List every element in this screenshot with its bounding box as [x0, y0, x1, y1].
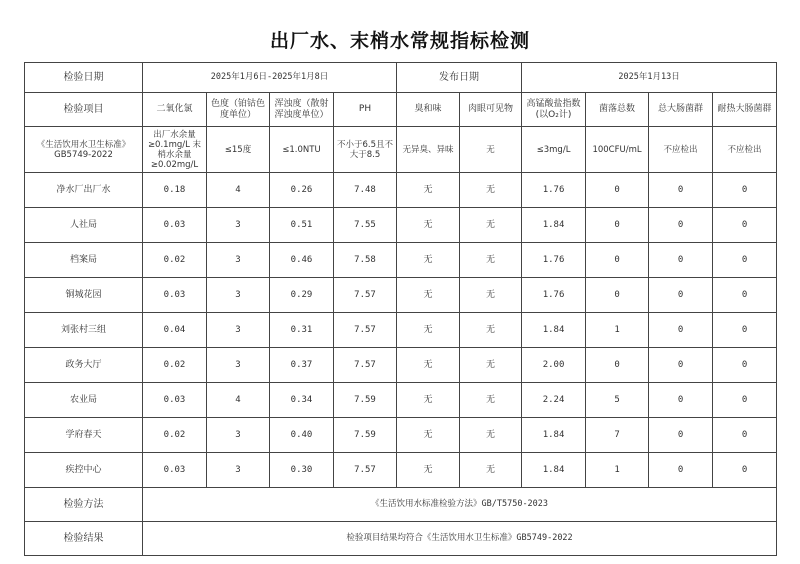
table-cell: 0 [586, 348, 649, 383]
site-name: 净水厂出厂水 [25, 173, 143, 208]
table-cell: 0.40 [270, 418, 334, 453]
column-header: PH [334, 93, 397, 127]
standard-value: 无 [460, 127, 522, 173]
result-value: 检验项目结果均符合《生活饮用水卫生标准》GB5749-2022 [143, 522, 777, 556]
table-cell: 1.84 [522, 453, 586, 488]
table-cell: 0 [649, 313, 713, 348]
table-cell: 0 [586, 243, 649, 278]
table-cell: 3 [207, 418, 270, 453]
table-cell: 无 [397, 348, 460, 383]
table-cell: 0 [713, 278, 777, 313]
table-cell: 2.24 [522, 383, 586, 418]
publish-date-value: 2025年1月13日 [522, 63, 777, 93]
standard-label: 《生活饮用水卫生标准》GB5749-2022 [25, 127, 143, 173]
table-cell: 无 [397, 453, 460, 488]
table-cell: 0.02 [143, 418, 207, 453]
site-name: 疾控中心 [25, 453, 143, 488]
table-cell: 1.84 [522, 313, 586, 348]
table-cell: 无 [460, 243, 522, 278]
table-cell: 0.46 [270, 243, 334, 278]
table-cell: 0.30 [270, 453, 334, 488]
column-header: 菌落总数 [586, 93, 649, 127]
column-header: 耐热大肠菌群 [713, 93, 777, 127]
table-cell: 0 [649, 173, 713, 208]
table-row [25, 243, 777, 278]
table-cell: 无 [397, 313, 460, 348]
table-cell: 7 [586, 418, 649, 453]
column-header: 二氧化氯 [143, 93, 207, 127]
table-row [25, 383, 777, 418]
table-cell: 0.02 [143, 243, 207, 278]
column-header: 总大肠菌群 [649, 93, 713, 127]
table-cell: 0.03 [143, 208, 207, 243]
standard-value: ≤1.0NTU [270, 127, 334, 173]
column-header: 肉眼可见物 [460, 93, 522, 127]
table-cell: 7.55 [334, 208, 397, 243]
table-cell: 7.59 [334, 383, 397, 418]
result-label: 检验结果 [25, 522, 143, 556]
table-cell: 0 [713, 418, 777, 453]
table-cell: 3 [207, 348, 270, 383]
table-cell: 0 [713, 313, 777, 348]
table-cell: 无 [460, 453, 522, 488]
standard-value: 无异臭、异味 [397, 127, 460, 173]
table-cell: 0 [649, 453, 713, 488]
table-cell: 0.29 [270, 278, 334, 313]
table-row [25, 418, 777, 453]
table-cell: 无 [460, 208, 522, 243]
site-name: 人社局 [25, 208, 143, 243]
table-cell: 无 [397, 243, 460, 278]
table-cell: 无 [460, 313, 522, 348]
table-cell: 0 [586, 278, 649, 313]
table-cell: 0.03 [143, 453, 207, 488]
standard-value: 100CFU/mL [586, 127, 649, 173]
column-header: 臭和味 [397, 93, 460, 127]
table-row [25, 348, 777, 383]
table-cell: 4 [207, 173, 270, 208]
item-label: 检验项目 [25, 93, 143, 127]
table-cell: 0.31 [270, 313, 334, 348]
table-cell: 3 [207, 453, 270, 488]
table-cell: 无 [397, 173, 460, 208]
site-name: 刘张村三组 [25, 313, 143, 348]
table-cell: 0 [713, 453, 777, 488]
table-cell: 0 [649, 278, 713, 313]
table-cell: 0.03 [143, 383, 207, 418]
table-cell: 1.84 [522, 208, 586, 243]
standard-value: 不应检出 [713, 127, 777, 173]
standard-value: 出厂水余量≥0.1mg/L 末梢水余量≥0.02mg/L [143, 127, 207, 173]
site-name: 档案局 [25, 243, 143, 278]
table-cell: 无 [397, 208, 460, 243]
table-cell: 2.00 [522, 348, 586, 383]
table-cell: 0.34 [270, 383, 334, 418]
inspection-table [24, 62, 777, 556]
table-row [25, 453, 777, 488]
standard-value: 不小于6.5且不大于8.5 [334, 127, 397, 173]
table-cell: 1 [586, 313, 649, 348]
inspect-date-value: 2025年1月6日-2025年1月8日 [143, 63, 397, 93]
table-cell: 0 [586, 173, 649, 208]
table-cell: 无 [397, 278, 460, 313]
table-cell: 7.58 [334, 243, 397, 278]
table-cell: 0 [649, 348, 713, 383]
table-cell: 0 [649, 383, 713, 418]
table-cell: 7.57 [334, 453, 397, 488]
column-header: 浑浊度（散射浑浊度单位） [270, 93, 334, 127]
method-label: 检验方法 [25, 488, 143, 522]
table-cell: 3 [207, 278, 270, 313]
inspect-date-label: 检验日期 [25, 63, 143, 93]
table-row [25, 313, 777, 348]
column-header: 高锰酸盐指数(以O₂计) [522, 93, 586, 127]
site-name: 政务大厅 [25, 348, 143, 383]
table-cell: 3 [207, 243, 270, 278]
table-cell: 7.57 [334, 348, 397, 383]
table-cell: 0 [649, 418, 713, 453]
table-cell: 0.26 [270, 173, 334, 208]
table-cell: 7.59 [334, 418, 397, 453]
table-cell: 7.48 [334, 173, 397, 208]
table-cell: 无 [397, 383, 460, 418]
table-cell: 无 [397, 418, 460, 453]
table-cell: 0.18 [143, 173, 207, 208]
table-cell: 0 [649, 208, 713, 243]
table-cell: 7.57 [334, 278, 397, 313]
standard-value: ≤15度 [207, 127, 270, 173]
standard-value: 不应检出 [649, 127, 713, 173]
table-cell: 1 [586, 453, 649, 488]
table-cell: 无 [460, 418, 522, 453]
table-row [25, 208, 777, 243]
table-cell: 1.76 [522, 173, 586, 208]
method-row [25, 488, 777, 522]
table-cell: 4 [207, 383, 270, 418]
table-cell: 0 [649, 243, 713, 278]
table-cell: 3 [207, 208, 270, 243]
table-cell: 无 [460, 348, 522, 383]
method-value: 《生活饮用水标准检验方法》GB/T5750-2023 [143, 488, 777, 522]
table-cell: 0 [713, 208, 777, 243]
publish-date-label: 发布日期 [397, 63, 522, 93]
table-cell: 无 [460, 278, 522, 313]
report-title: 出厂水、末梢水常规指标检测 [269, 30, 530, 52]
standard-value: ≤3mg/L [522, 127, 586, 173]
table-cell: 5 [586, 383, 649, 418]
header-row [25, 93, 777, 127]
site-name: 学府春天 [25, 418, 143, 453]
standard-row [25, 127, 777, 173]
result-row [25, 522, 777, 556]
table-cell: 3 [207, 313, 270, 348]
table-row [25, 173, 777, 208]
table-cell: 0.03 [143, 278, 207, 313]
table-cell: 0 [713, 348, 777, 383]
column-header: 色度（铂钴色度单位） [207, 93, 270, 127]
table-cell: 0.04 [143, 313, 207, 348]
table-cell: 无 [460, 173, 522, 208]
table-cell: 7.57 [334, 313, 397, 348]
site-name: 农业局 [25, 383, 143, 418]
table-cell: 无 [460, 383, 522, 418]
table-cell: 1.76 [522, 278, 586, 313]
table-row [25, 278, 777, 313]
table-cell: 1.84 [522, 418, 586, 453]
table-cell: 0 [713, 383, 777, 418]
table-cell: 0.51 [270, 208, 334, 243]
table-cell: 0 [713, 243, 777, 278]
table-cell: 1.76 [522, 243, 586, 278]
table-cell: 0 [713, 173, 777, 208]
table-cell: 0.37 [270, 348, 334, 383]
table-cell: 0.02 [143, 348, 207, 383]
date-row [25, 63, 777, 93]
site-name: 铜城花园 [25, 278, 143, 313]
table-cell: 0 [586, 208, 649, 243]
